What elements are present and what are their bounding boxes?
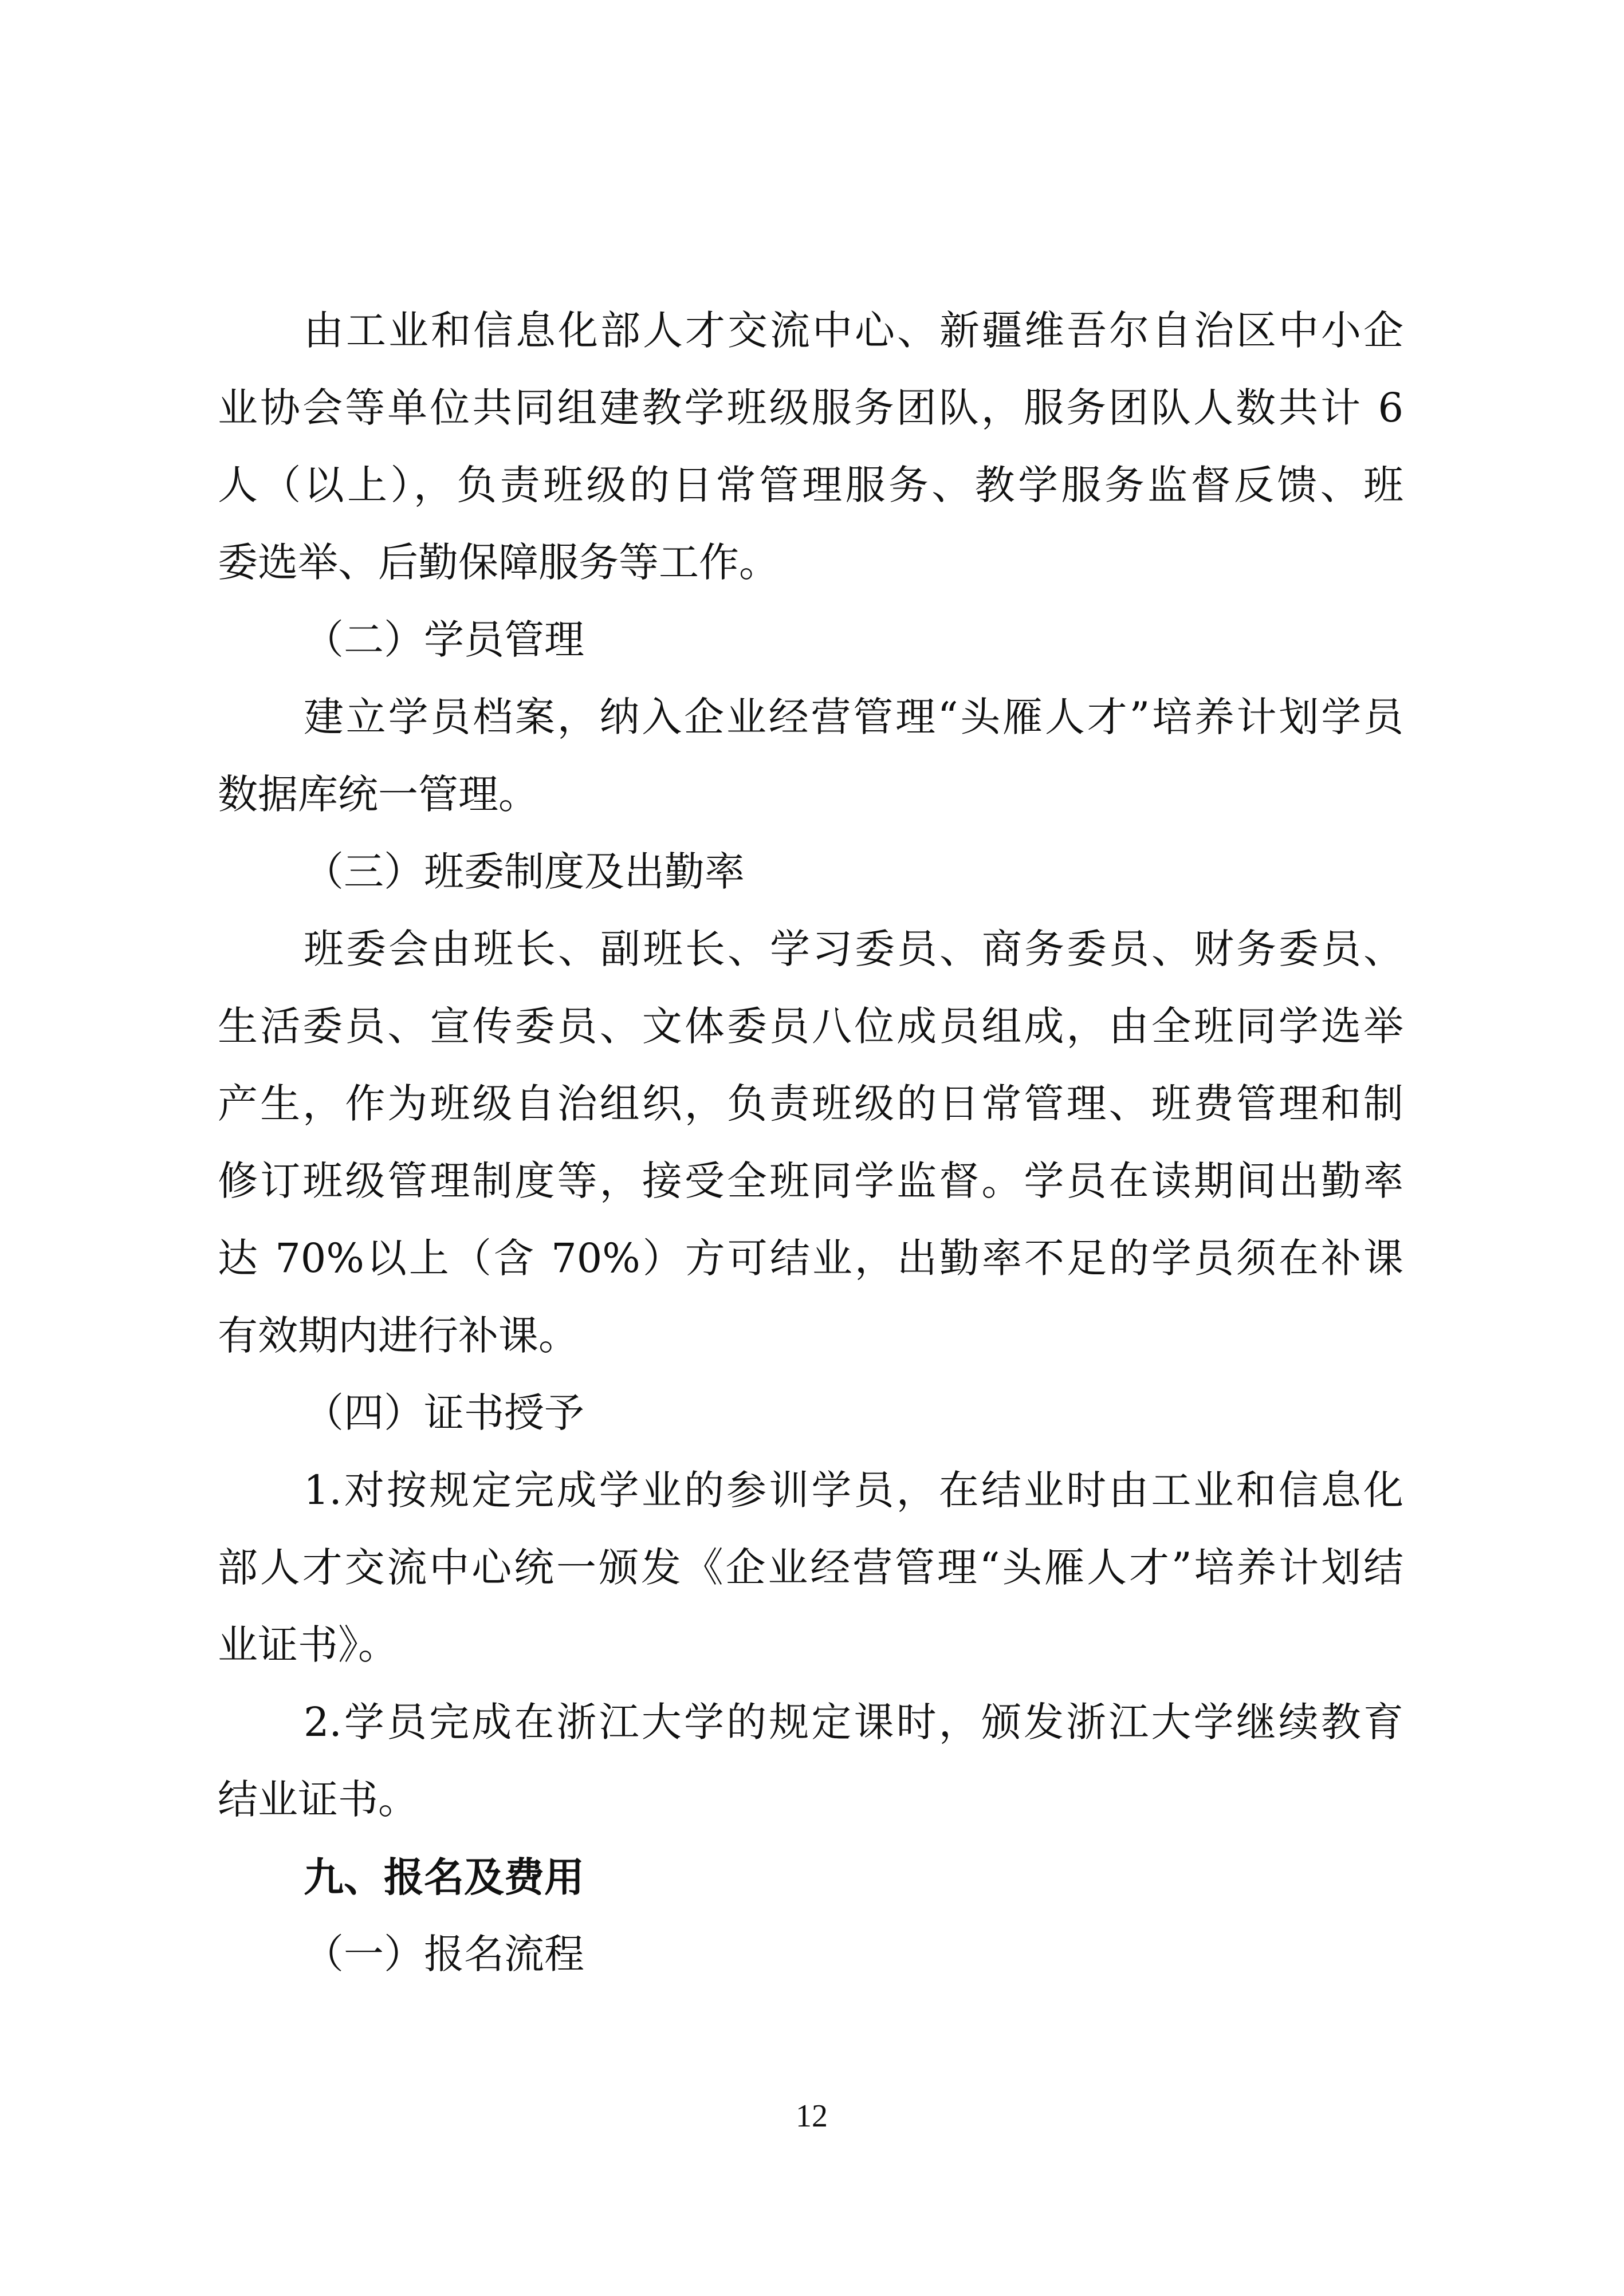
subsection-heading: （三）班委制度及出勤率 — [304, 848, 745, 895]
paragraph-line: 修订班级管理制度等，接受全班同学监督。学员在读期间出勤率 — [218, 1157, 1403, 1204]
paragraph-line: 结业证书。 — [218, 1776, 418, 1823]
paragraph-line: 1.对按规定完成学业的参训学员，在结业时由工业和信息化 — [304, 1467, 1403, 1514]
paragraph-line: 业协会等单位共同组建教学班级服务团队，服务团队人数共计 6 — [218, 384, 1403, 431]
paragraph-line: 人（以上），负责班级的日常管理服务、教学服务监督反馈、班 — [218, 462, 1403, 509]
paragraph-line: 由工业和信息化部人才交流中心、新疆维吾尔自治区中小企 — [304, 307, 1403, 354]
page-number: 12 — [796, 2098, 828, 2134]
subsection-heading: （四）证书授予 — [304, 1389, 584, 1436]
paragraph-line: 班委会由班长、副班长、学习委员、商务委员、财务委员、 — [304, 926, 1403, 972]
subsection-heading: （二）学员管理 — [304, 616, 584, 663]
paragraph-line: 建立学员档案，纳入企业经营管理“头雁人才”培养计划学员 — [304, 694, 1403, 741]
paragraph-line: 数据库统一管理。 — [218, 771, 538, 818]
body-text — [218, 292, 1403, 1993]
subsection-heading: （一）报名流程 — [304, 1931, 584, 1978]
paragraph-line: 生活委员、宣传委员、文体委员八位成员组成，由全班同学选举 — [218, 1003, 1403, 1050]
paragraph-line: 产生，作为班级自治组织，负责班级的日常管理、班费管理和制 — [218, 1080, 1403, 1127]
paragraph-line: 委选举、后勤保障服务等工作。 — [218, 539, 779, 586]
paragraph-line: 有效期内进行补课。 — [218, 1312, 579, 1359]
section-heading: 九、报名及费用 — [304, 1853, 584, 1901]
paragraph-line: 2.学员完成在浙江大学的规定课时，颁发浙江大学继续教育 — [304, 1699, 1403, 1746]
paragraph-line: 达 70%以上（含 70%）方可结业，出勤率不足的学员须在补课 — [218, 1235, 1403, 1282]
paragraph-line: 部人才交流中心统一颁发《企业经营管理“头雁人才”培养计划结 — [218, 1544, 1403, 1591]
paragraph-line: 业证书》。 — [218, 1621, 398, 1668]
